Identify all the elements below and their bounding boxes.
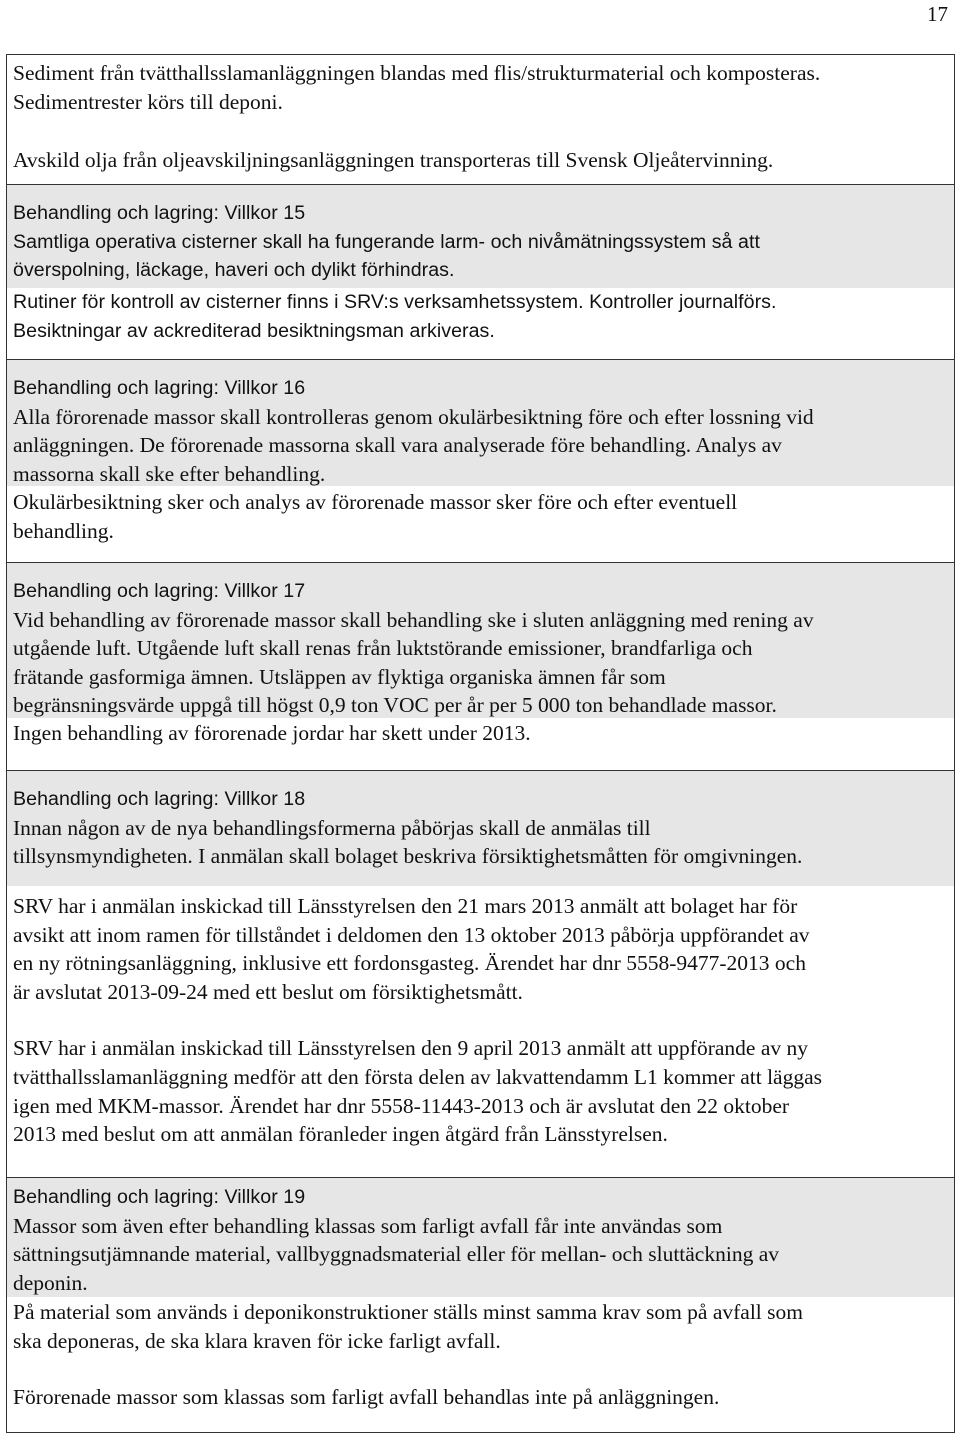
- villkor-18-condition-text: Innan någon av de nya behandlingsformerna påbörjas skall de anmälas till tillsynsmyndigheten. I anmälan skall bolaget beskriva försiktighetsmåtten för omgivningen.: [13, 815, 803, 869]
- page-number: 17: [927, 2, 948, 26]
- sediment-paragraph: Sediment från tvätthallsslamanläggningen blandas med flis/strukturmaterial och komposteras. Sedimentrester körs till deponi.: [13, 61, 821, 114]
- villkor-15-response-text: Rutiner för kontroll av cisterner finns i SRV:s verksamhetssystem. Kontroller journalförs. Besiktningar av ackrediterad besiktningsman arkiveras.: [13, 291, 777, 342]
- villkor-17-condition: [7, 563, 954, 718]
- villkor-18-heading: Behandling och lagring: Villkor 18: [13, 788, 306, 810]
- villkor-17-condition-text: Vid behandling av förorenade massor skall behandling ske i sluten anläggning med rening av utgående luft. Utgående luft skall renas från luktstörande emissioner, brandfarliga och frätande gasformiga ämnen. Utsläppen av flyktiga organiska ämnen får som begränsningsvärde uppgå till högst 0,9 ton VOC per år per 5 000 ton behandlade massor.: [13, 607, 814, 718]
- villkor-15-heading: Behandling och lagring: Villkor 15: [13, 202, 306, 224]
- intro-section: [7, 57, 954, 184]
- villkor-16-condition: [7, 360, 954, 486]
- villkor-18-response: [7, 886, 954, 1177]
- villkor-19-heading: Behandling och lagring: Villkor 19: [13, 1186, 306, 1208]
- villkor-19-response-1: På material som används i deponikonstruktioner ställs minst samma krav som på avfall som ska deponeras, de ska klara kraven för icke farligt avfall.: [13, 1300, 803, 1353]
- villkor-18-condition: [7, 771, 954, 886]
- oil-paragraph: Avskild olja från oljeavskiljningsanläggningen transporteras till Svensk Oljeåtervinning.: [13, 148, 774, 173]
- villkor-15-condition-text: Samtliga operativa cisterner skall ha fungerande larm- och nivåmätningssystem så att överspolning, läckage, haveri och dylikt förhindras.: [13, 230, 760, 281]
- villkor-15-condition: [7, 185, 954, 288]
- villkor-17-heading: Behandling och lagring: Villkor 17: [13, 580, 306, 602]
- villkor-16-heading: Behandling och lagring: Villkor 16: [13, 377, 306, 399]
- villkor-16-response: [7, 486, 954, 550]
- villkor-15-response: [7, 288, 954, 348]
- villkor-17-response-text: Ingen behandling av förorenade jordar har skett under 2013.: [13, 721, 531, 745]
- villkor-19-condition-text: Massor som även efter behandling klassas som farligt avfall får inte användas som sättningsutjämnande material, vallbyggnadsmaterial eller för mellan- och sluttäckning av deponin.: [13, 1213, 779, 1295]
- villkor-16-condition-text: Alla förorenade massor skall kontrolleras genom okulärbesiktning före och efter lossning vid anläggningen. De förorenade massorna skall vara analyserade före behandling. Analys av massorna skall ske efter behandling.: [13, 404, 814, 486]
- villkor-18-response-1: SRV har i anmälan inskickad till Länsstyrelsen den 21 mars 2013 anmält att bolaget har för avsikt att inom ramen för tillståndet i deldomen den 13 oktober 2013 påbörja uppförandet av en ny rötningsanläggning, inklusive ett fordonsgasteg. Ärendet har dnr 5558-9477-2013 och är avslutat 2013-09-24 med ett beslut om försiktighetsmått.: [13, 894, 810, 1004]
- villkor-18-response-2: SRV har i anmälan inskickad till Länsstyrelsen den 9 april 2013 anmält att uppförande av ny tvätthallsslamanläggning medför att den första delen av lakvattendamm L1 kommer att läggas igen med MKM-massor. Ärendet har dnr 5558-11443-2013 och är avslutat den 22 oktober 2013 med beslut om att anmälan föranleder ingen åtgärd från Länsstyrelsen.: [13, 1036, 822, 1147]
- villkor-19-response: [7, 1297, 954, 1427]
- villkor-17-response: [7, 718, 954, 768]
- document-table: [6, 54, 955, 1433]
- villkor-19-response-2: Förorenade massor som klassas som farligt avfall behandlas inte på anläggningen.: [13, 1385, 720, 1410]
- villkor-19-condition: [7, 1178, 954, 1297]
- villkor-16-response-text: Okulärbesiktning sker och analys av förorenade massor sker före och efter eventuell behandling.: [13, 490, 738, 543]
